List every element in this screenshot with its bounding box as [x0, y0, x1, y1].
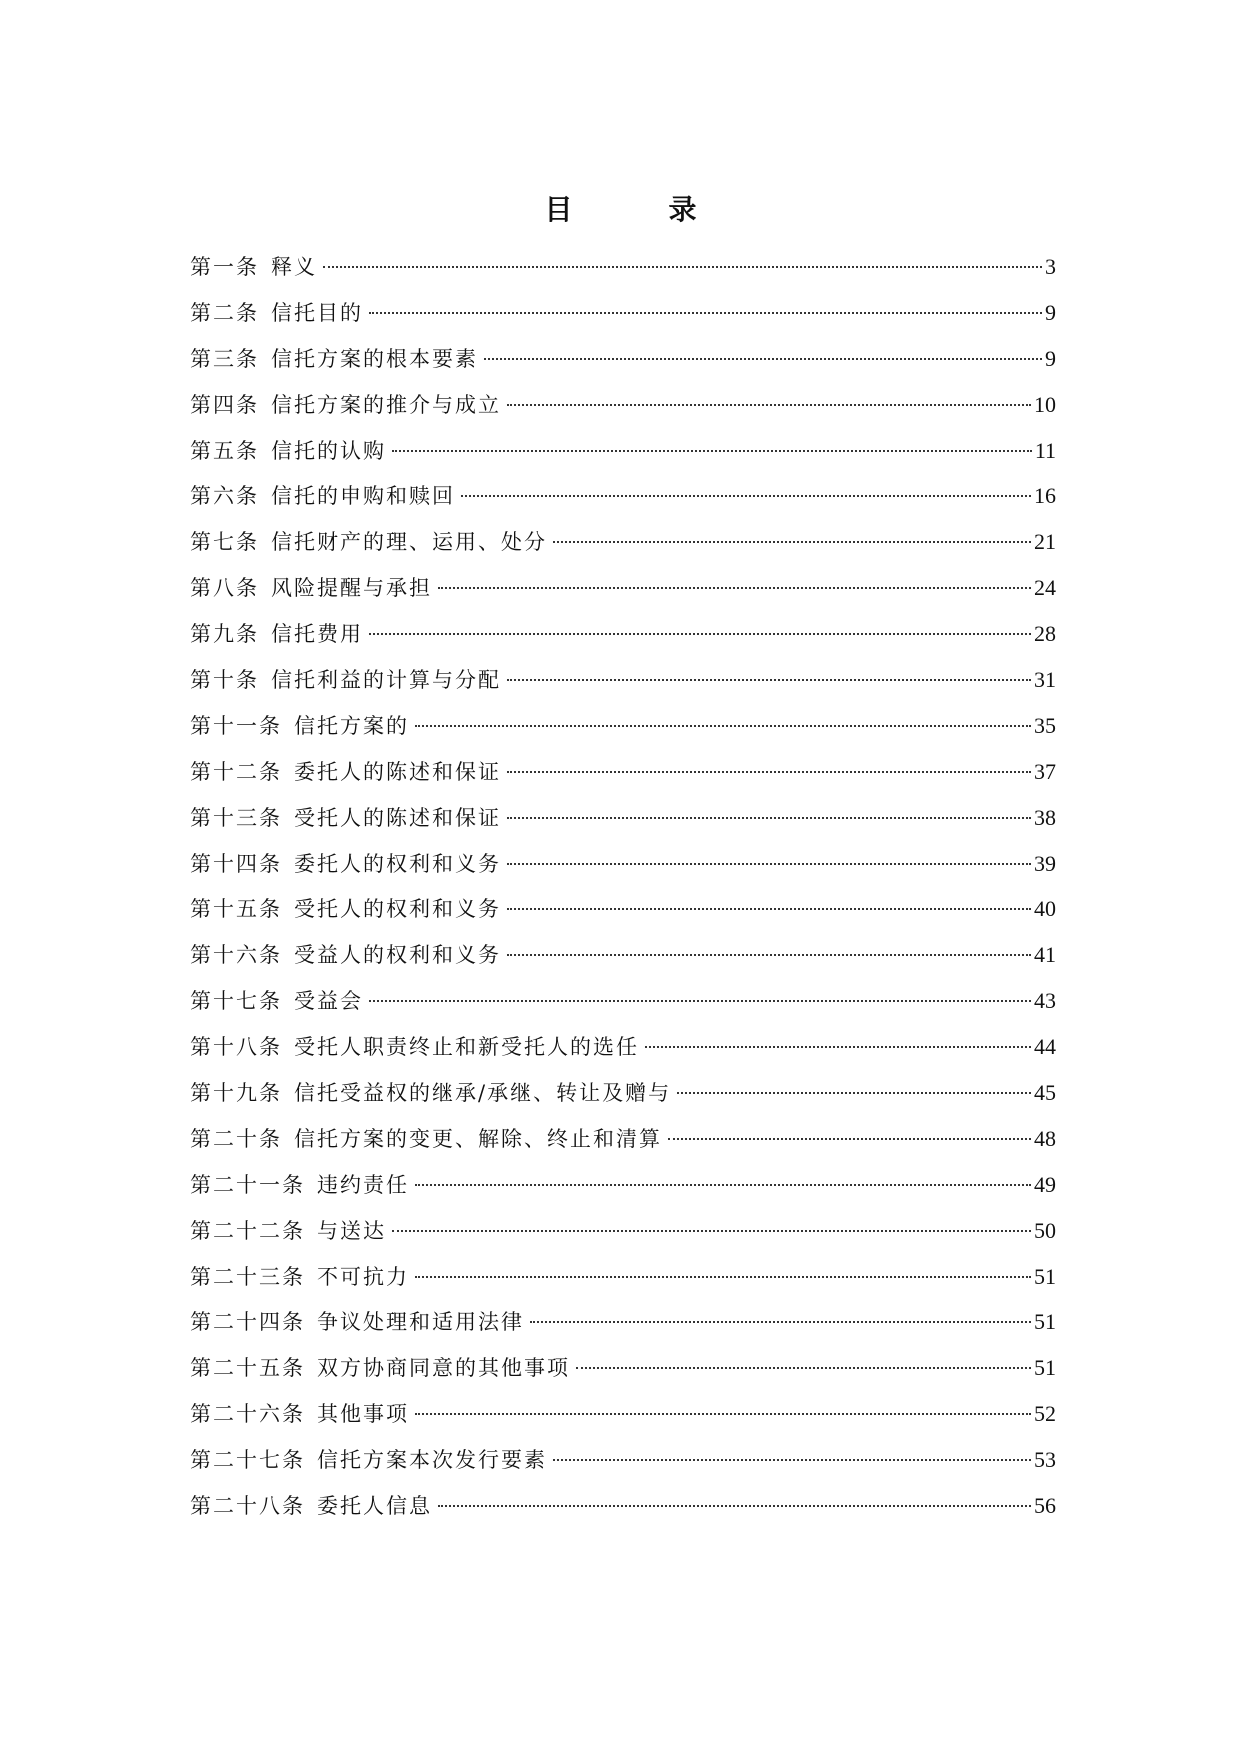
toc-article-number: 第二十五条 — [190, 1356, 305, 1381]
toc-article-number: 第四条 — [190, 392, 259, 417]
toc-heading: 委托人的陈述和保证 — [294, 759, 501, 784]
toc-dot-leader — [369, 1000, 1031, 1002]
toc-heading: 信托费用 — [271, 622, 363, 647]
toc-heading: 风险提醒与承担 — [271, 576, 432, 601]
toc-dot-leader — [438, 587, 1031, 589]
toc-heading: 委托人的权利和义务 — [294, 851, 501, 876]
toc-article-number: 第九条 — [190, 622, 259, 647]
toc-article-number: 第二十三条 — [190, 1264, 305, 1289]
toc-article-number: 第二十八条 — [190, 1494, 305, 1519]
toc-dot-leader — [507, 404, 1031, 406]
toc-page-number: 48 — [1034, 1125, 1056, 1151]
toc-page-number: 21 — [1034, 529, 1056, 555]
toc-page-number: 24 — [1034, 575, 1056, 601]
toc-heading: 信托方案的根本要素 — [271, 346, 478, 371]
toc-heading: 与送达 — [317, 1218, 386, 1243]
toc-dot-leader — [438, 1505, 1031, 1507]
toc-entry[interactable] — [190, 1307, 1056, 1353]
toc-dot-leader — [323, 266, 1042, 268]
toc-page-number: 52 — [1034, 1401, 1056, 1427]
toc-entry[interactable] — [190, 665, 1056, 711]
toc-entry[interactable] — [190, 1124, 1056, 1170]
toc-entry[interactable] — [190, 436, 1056, 482]
toc-entry[interactable] — [190, 619, 1056, 665]
toc-dot-leader — [415, 1413, 1031, 1415]
toc-dot-leader — [461, 495, 1031, 497]
toc-heading: 其他事项 — [317, 1402, 409, 1427]
toc-dot-leader — [484, 358, 1042, 360]
toc-article-number: 第二十四条 — [190, 1310, 305, 1335]
toc-heading: 信托方案的 — [294, 713, 409, 738]
toc-article-number: 第五条 — [190, 438, 259, 463]
toc-dot-leader — [369, 312, 1042, 314]
toc-entry[interactable] — [190, 1262, 1056, 1308]
toc-dot-leader — [392, 1230, 1031, 1232]
toc-entry[interactable] — [190, 252, 1056, 298]
toc-heading: 信托目的 — [271, 300, 363, 325]
toc-dot-leader — [507, 908, 1031, 910]
toc-page-number: 41 — [1034, 942, 1056, 968]
toc-entry[interactable] — [190, 803, 1056, 849]
toc-article-number: 第二十条 — [190, 1126, 282, 1151]
toc-article-number: 第二条 — [190, 300, 259, 325]
toc-dot-leader — [576, 1367, 1031, 1369]
toc-page-number: 28 — [1034, 621, 1056, 647]
toc-dot-leader — [369, 633, 1031, 635]
toc-page-number: 43 — [1034, 988, 1056, 1014]
toc-entry[interactable] — [190, 1216, 1056, 1262]
toc-entry[interactable] — [190, 894, 1056, 940]
toc-entry[interactable] — [190, 1353, 1056, 1399]
toc-dot-leader — [392, 450, 1032, 452]
toc-entry[interactable] — [190, 527, 1056, 573]
toc-entry[interactable] — [190, 481, 1056, 527]
toc-heading: 不可抗力 — [317, 1264, 409, 1289]
toc-page-number: 16 — [1034, 483, 1056, 509]
toc-article-number: 第十九条 — [190, 1081, 282, 1106]
toc-heading: 信托利益的计算与分配 — [271, 668, 501, 693]
toc-article-number: 第十三条 — [190, 805, 282, 830]
toc-heading: 受益人的权利和义务 — [294, 943, 501, 968]
toc-entry[interactable] — [190, 711, 1056, 757]
toc-page-number: 11 — [1034, 437, 1056, 463]
toc-entry[interactable] — [190, 757, 1056, 803]
toc-dot-leader — [507, 817, 1031, 819]
toc-article-number: 第六条 — [190, 484, 259, 509]
toc-dot-leader — [668, 1138, 1031, 1140]
toc-heading: 受托人的陈述和保证 — [294, 805, 501, 830]
toc-dot-leader — [507, 863, 1031, 865]
toc-article-number: 第十四条 — [190, 851, 282, 876]
toc-page-number: 3 — [1045, 254, 1056, 279]
toc-page-number: 37 — [1034, 758, 1056, 784]
toc-dot-leader — [645, 1046, 1031, 1048]
toc-page-number: 40 — [1034, 896, 1056, 922]
toc-entry[interactable] — [190, 1078, 1056, 1124]
toc-dot-leader — [530, 1321, 1031, 1323]
toc-page-number: 31 — [1034, 667, 1056, 693]
toc-entry[interactable] — [190, 298, 1056, 344]
toc-article-number: 第三条 — [190, 346, 259, 371]
toc-dot-leader — [415, 1184, 1031, 1186]
toc-article-number: 第十二条 — [190, 759, 282, 784]
toc-article-number: 第八条 — [190, 576, 259, 601]
toc-heading: 受益会 — [294, 989, 363, 1014]
toc-article-number: 第十七条 — [190, 989, 282, 1014]
toc-heading: 信托方案本次发行要素 — [317, 1448, 547, 1473]
toc-heading: 信托方案的推介与成立 — [271, 392, 501, 417]
toc-heading: 信托财产的理、运用、处分 — [271, 530, 547, 555]
toc-article-number: 第十条 — [190, 668, 259, 693]
toc-page-number: 49 — [1034, 1171, 1056, 1197]
toc-article-number: 第七条 — [190, 530, 259, 555]
toc-list — [190, 252, 1056, 1537]
toc-article-number: 第十五条 — [190, 897, 282, 922]
toc-entry[interactable] — [190, 1032, 1056, 1078]
toc-entry[interactable] — [190, 940, 1056, 986]
toc-page-number: 9 — [1045, 345, 1056, 371]
toc-page-number: 38 — [1034, 804, 1056, 830]
toc-article-number: 第二十一条 — [190, 1172, 305, 1197]
toc-page-number: 9 — [1045, 299, 1056, 325]
toc-page-number: 51 — [1034, 1309, 1056, 1335]
toc-heading: 受托人的权利和义务 — [294, 897, 501, 922]
toc-page-number: 35 — [1034, 712, 1056, 738]
toc-article-number: 第二十六条 — [190, 1402, 305, 1427]
toc-heading: 信托方案的变更、解除、终止和清算 — [294, 1126, 662, 1151]
toc-heading: 信托的认购 — [271, 438, 386, 463]
toc-page-number: 51 — [1034, 1263, 1056, 1289]
toc-heading: 信托的申购和赎回 — [271, 484, 455, 509]
toc-page-number: 50 — [1034, 1217, 1056, 1243]
toc-page-number: 44 — [1034, 1034, 1056, 1060]
toc-page-number: 56 — [1034, 1493, 1056, 1519]
toc-dot-leader — [507, 771, 1031, 773]
toc-entry[interactable] — [190, 344, 1056, 390]
toc-entry[interactable] — [190, 849, 1056, 895]
toc-dot-leader — [553, 541, 1031, 543]
toc-dot-leader — [507, 679, 1031, 681]
toc-article-number: 第十一条 — [190, 713, 282, 738]
toc-heading: 双方协商同意的其他事项 — [317, 1356, 570, 1381]
toc-heading: 信托受益权的继承/承继、转让及赠与 — [294, 1081, 672, 1106]
toc-title: 目 录 — [544, 193, 731, 226]
toc-page-number: 53 — [1034, 1447, 1056, 1473]
toc-page-number: 39 — [1034, 850, 1056, 876]
toc-article-number: 第十八条 — [190, 1035, 282, 1060]
toc-page-number: 10 — [1034, 391, 1056, 417]
toc-page-number: 51 — [1034, 1355, 1056, 1381]
toc-entry[interactable] — [190, 1445, 1056, 1491]
toc-dot-leader — [415, 725, 1031, 727]
toc-entry[interactable] — [190, 573, 1056, 619]
toc-article-number: 第二十七条 — [190, 1448, 305, 1473]
toc-entry[interactable] — [190, 1399, 1056, 1445]
toc-article-number: 第二十二条 — [190, 1218, 305, 1243]
toc-dot-leader — [415, 1276, 1031, 1278]
toc-dot-leader — [553, 1459, 1031, 1461]
toc-dot-leader — [507, 954, 1031, 956]
toc-page-number: 45 — [1034, 1080, 1056, 1106]
toc-dot-leader — [677, 1092, 1031, 1094]
toc-entry[interactable] — [190, 390, 1056, 436]
toc-entry[interactable] — [190, 986, 1056, 1032]
toc-heading: 委托人信息 — [317, 1494, 432, 1519]
toc-article-number: 第一条 — [190, 255, 259, 279]
toc-heading: 违约责任 — [317, 1172, 409, 1197]
toc-heading: 受托人职责终止和新受托人的选任 — [294, 1035, 639, 1060]
toc-heading: 争议处理和适用法律 — [317, 1310, 524, 1335]
toc-entry[interactable] — [190, 1170, 1056, 1216]
toc-entry[interactable] — [190, 1491, 1056, 1537]
toc-article-number: 第十六条 — [190, 943, 282, 968]
toc-heading: 释义 — [271, 255, 317, 279]
